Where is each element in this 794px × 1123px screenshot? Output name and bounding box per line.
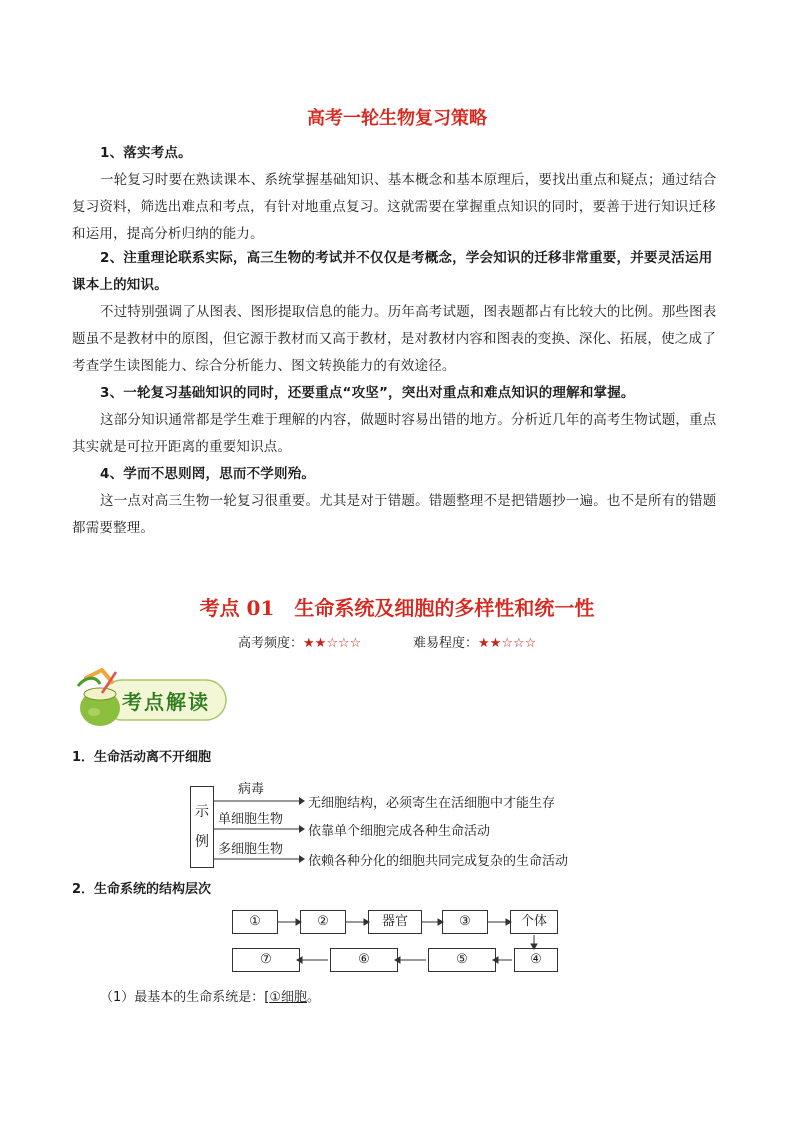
paragraph-1-text: 一轮复习时要在熟读课本、系统掌握基础知识、基本概念和基本原理后，要找出重点和疑点；通过结合复习资料，筛选出难点和考点，有针对地重点复习。这就需要在掌握重点知识的同时，要善于进行知识迁移和运用，提高分析归纳的能力。 — [72, 172, 717, 242]
section-heading-2-text: 2、注重理论联系实际，高三生物的考试并不仅仅是考概念，学会知识的迁移非常重要，并要灵活运用课本上的知识。 — [72, 250, 713, 293]
cell-examples-diagram — [190, 776, 620, 872]
page-title: 高考一轮生物复习策略 — [307, 108, 487, 129]
section-heading-4 — [72, 461, 722, 488]
bracket-label-1: 示 — [195, 804, 209, 820]
kaodian-badge — [72, 668, 228, 730]
hierarchy-box-7: ⑦ — [232, 948, 300, 972]
hierarchy-box-6: ⑥ — [330, 948, 398, 972]
paragraph-4 — [72, 488, 722, 542]
section-heading-3-text: 3、一轮复习基础知识的同时，还要重点“攻坚”，突出对重点和难点知识的理解和掌握。 — [100, 385, 635, 401]
section-heading-3 — [72, 380, 722, 407]
arrow-icon — [213, 824, 305, 834]
example-unicellular-label: 单细胞生物 — [218, 812, 284, 827]
hierarchy-box-individual: 个体 — [510, 910, 558, 934]
paragraph-2-text: 不过特别强调了从图表、图形提取信息的能力。历年高考试题，图表题都占有比较大的比例。那些图表题虽不是教材中的原图，但它源于教材而又高于教材，是对教材内容和图表的变换、深化、拓展，使之成了考查学生读图能力、综合分析能力、图文转换能力的有效途径。 — [72, 304, 717, 374]
bracket-label-2: 例 — [195, 834, 209, 850]
note-answer: 细胞 — [281, 990, 308, 1005]
hierarchy-box-2: ② — [300, 910, 346, 934]
section-heading-4-text: 4、学而不思则罔，思而不学则殆。 — [100, 466, 316, 482]
kaodian-title: 考点 01 生命系统及细胞的多样性和统一性 — [199, 596, 595, 620]
difficulty-stars: ★★☆☆☆ — [478, 636, 537, 651]
arrow-icon — [213, 796, 305, 806]
frequency-label: 高考频度： — [238, 636, 304, 651]
section2-title: 2．生命系统的结构层次 — [72, 882, 212, 897]
example-virus-label: 病毒 — [238, 782, 265, 797]
difficulty-rating — [413, 632, 536, 651]
examples-bracket — [190, 786, 214, 868]
arrow-icon — [213, 854, 305, 864]
section-heading-2 — [72, 245, 722, 299]
example-multicellular-label: 多细胞生物 — [218, 842, 284, 857]
badge-text: 考点解读 — [122, 690, 210, 714]
paragraph-3 — [72, 407, 722, 461]
example-multicellular-desc: 依赖各种分化的细胞共同完成复杂的生命活动 — [308, 854, 569, 869]
example-unicellular-desc: 依靠单个细胞完成各种生命活动 — [308, 824, 491, 839]
frequency-stars: ★★☆☆☆ — [303, 636, 362, 651]
hierarchy-arrows — [232, 910, 562, 976]
hierarchy-diagram — [232, 910, 562, 976]
note-number: ① — [269, 990, 281, 1005]
hierarchy-box-organ: 器官 — [368, 910, 422, 934]
section-heading-1-text: 1、落实考点。 — [100, 145, 192, 161]
example-virus-desc: 无细胞结构，必须寄生在活细胞中才能生存 — [308, 796, 556, 811]
paragraph-3-text: 这部分知识通常都是学生难于理解的内容，做题时容易出错的地方。分析近几年的高考生物试题，重点其实就是可拉开距离的重要知识点。 — [72, 412, 717, 455]
hierarchy-box-3: ③ — [442, 910, 488, 934]
paragraph-2 — [72, 299, 722, 380]
frequency-rating — [238, 632, 361, 651]
hierarchy-box-4: ④ — [514, 948, 558, 972]
note-prefix: （1）最基本的生命系统是：[ — [100, 990, 270, 1005]
hierarchy-box-5: ⑤ — [428, 948, 496, 972]
note-end: 。 — [307, 990, 321, 1005]
difficulty-label: 难易程度： — [413, 636, 479, 651]
section-heading-1 — [72, 140, 722, 167]
hierarchy-box-1: ① — [232, 910, 278, 934]
paragraph-1 — [72, 167, 722, 248]
paragraph-4-text: 这一点对高三生物一轮复习很重要。尤其是对于错题。错题整理不是把错题抄一遍。也不是所有的错题都需要整理。 — [72, 493, 717, 536]
hierarchy-note — [100, 986, 320, 1005]
section1-title: 1．生命活动离不开细胞 — [72, 750, 212, 765]
